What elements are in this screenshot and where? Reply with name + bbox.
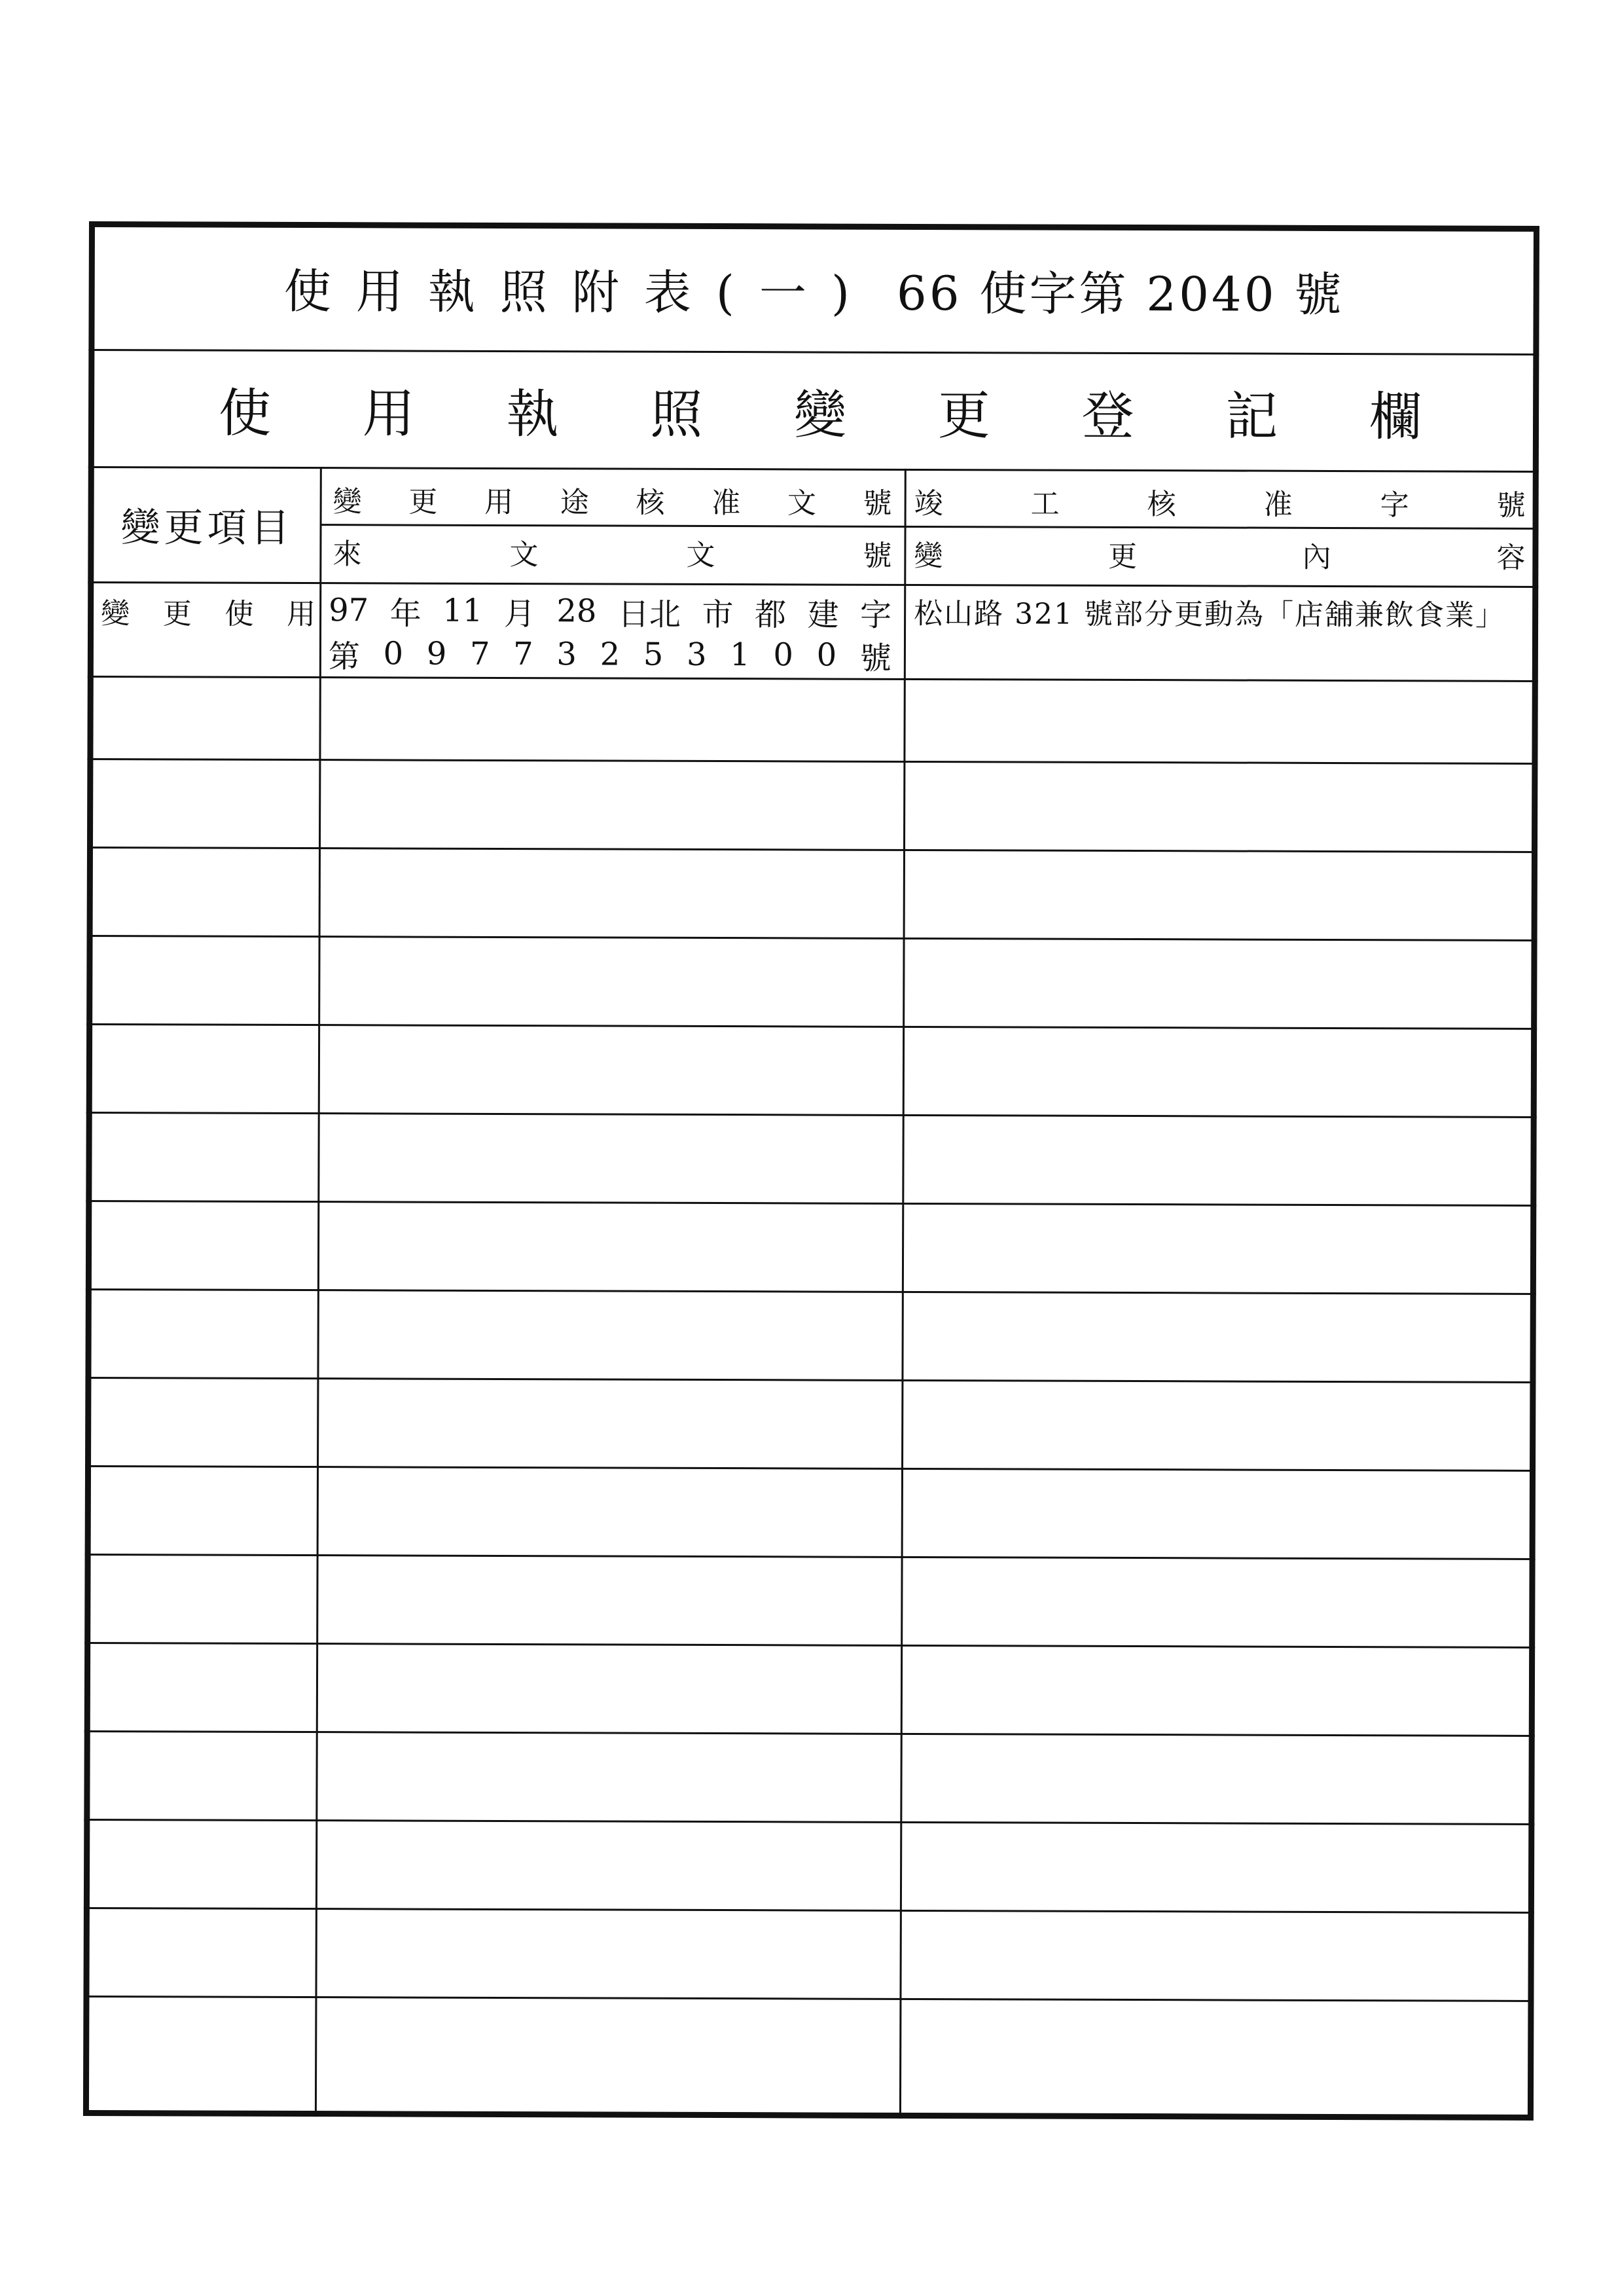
form-title-text: 使用執照附表(一) <box>283 263 875 321</box>
header-char: 更 <box>408 485 438 519</box>
cell-char: 年 <box>389 594 422 632</box>
cell-char: 更 <box>162 597 192 631</box>
cell-char: 月 <box>503 595 535 632</box>
header-char: 字 <box>1380 488 1409 522</box>
section-title-char: 記 <box>1225 385 1278 447</box>
cell-char: 字 <box>859 596 892 634</box>
cell-char: 變 <box>101 597 130 631</box>
cell-char: 7 <box>469 635 490 672</box>
cell-char: 使 <box>225 597 254 631</box>
row-approval-doc-number <box>325 633 901 676</box>
header-char: 工 <box>1030 487 1060 521</box>
header-completion-no <box>907 476 1528 527</box>
row-change-content: 松山路 321 號部分更動為「店舖兼飲食業」 <box>914 596 1506 632</box>
header-char: 文 <box>787 486 816 520</box>
header-char: 文 <box>686 538 715 572</box>
header-change-content <box>906 528 1528 579</box>
header-char: 用 <box>484 485 514 519</box>
cell-char: 3 <box>686 636 707 673</box>
section-title-char: 執 <box>506 383 559 445</box>
cell-char: 5 <box>643 636 664 673</box>
header-char: 號 <box>863 539 892 573</box>
header-char: 核 <box>636 486 665 520</box>
section-title-char: 用 <box>362 382 415 445</box>
section-title-char: 使 <box>218 382 272 444</box>
section-title-char: 照 <box>650 384 703 445</box>
cell-char: 0 <box>773 636 794 674</box>
cell-char: 0 <box>383 635 404 672</box>
header-char: 號 <box>863 486 892 520</box>
header-char: 文 <box>509 538 539 572</box>
cell-char: 第 <box>328 638 361 675</box>
header-change-item: 變更項目 <box>120 505 294 551</box>
header-char: 內 <box>1302 540 1331 574</box>
header-char: 核 <box>1147 487 1176 521</box>
section-title-char: 登 <box>1081 385 1134 446</box>
header-char: 來 <box>333 537 362 571</box>
license-number: 66 使字第 2040 號 <box>896 265 1344 323</box>
usage-license-form <box>83 221 1539 2121</box>
row-change-item <box>96 591 318 631</box>
header-char: 容 <box>1496 541 1526 575</box>
cell-char: 建 <box>807 596 839 634</box>
section-title <box>94 352 1534 468</box>
cell-char: 2 <box>600 636 620 673</box>
header-char: 號 <box>1496 488 1526 522</box>
header-char: 更 <box>1107 539 1138 574</box>
cell-char: 3 <box>556 636 577 673</box>
header-char: 竣 <box>914 486 943 520</box>
cell-char: 日北 <box>617 596 681 633</box>
cell-char: 市 <box>702 596 734 633</box>
cell-char: 0 <box>816 636 837 674</box>
header-char: 途 <box>560 485 589 519</box>
cell-char: 1 <box>730 636 750 674</box>
cell-char: 11 <box>442 592 483 629</box>
section-title-char: 變 <box>793 384 847 446</box>
cell-char: 97 <box>329 592 369 629</box>
header-approval-doc-no <box>325 474 901 525</box>
cell-char: 7 <box>513 636 533 673</box>
section-title-char: 更 <box>937 384 990 446</box>
section-title-char: 欄 <box>1369 386 1422 447</box>
row-approval-date <box>325 590 901 632</box>
header-char: 准 <box>711 486 741 520</box>
header-char: 變 <box>914 539 943 573</box>
header-char: 准 <box>1263 488 1293 522</box>
cell-char: 用 <box>287 597 316 632</box>
cell-char: 28 <box>556 592 597 630</box>
cell-char: 9 <box>426 635 447 672</box>
cell-char: 都 <box>754 596 787 633</box>
header-incoming-doc-no <box>325 526 901 577</box>
header-char: 變 <box>333 484 362 519</box>
cell-char: 號 <box>859 640 891 677</box>
form-title <box>94 247 1533 331</box>
